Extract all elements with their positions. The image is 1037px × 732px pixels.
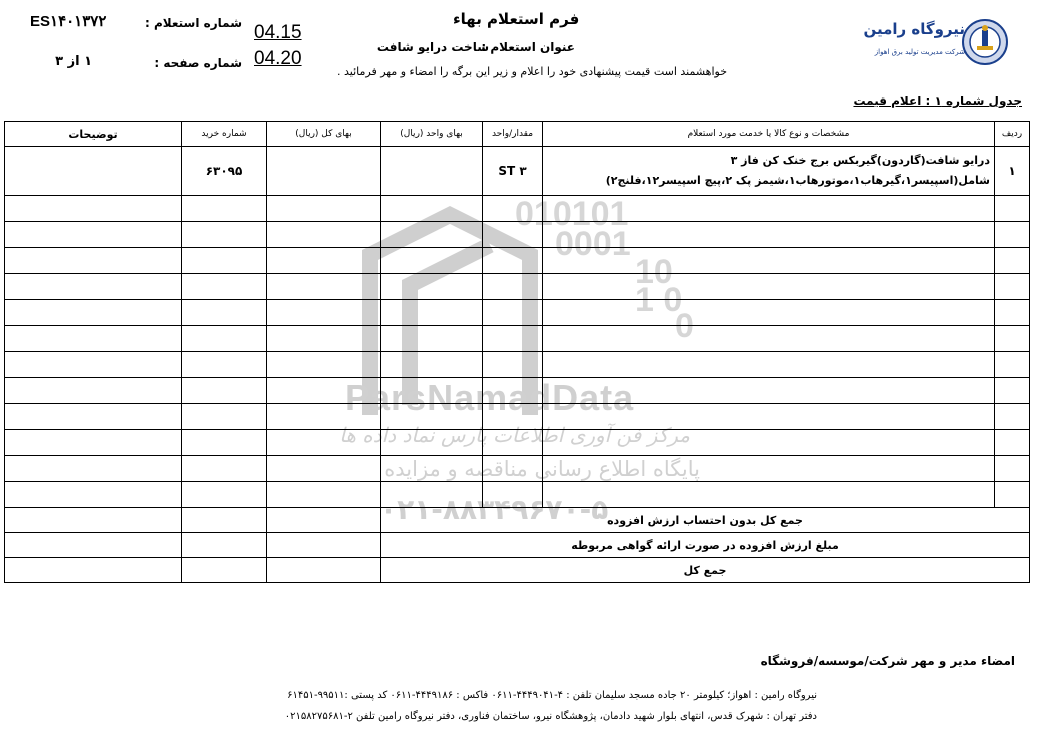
row-description-line-2: شامل(اسپیسر۱،گیرهاب۱،موتورهاب۱،شیمز پک ۲،پیچ اسپیسر۱۲،فلنج۲) [605,174,990,187]
empty-row [5,300,1030,326]
form-title: فرم استعلام بهاء [453,10,580,28]
column-header-quantity: مقدار/واحد [483,122,543,147]
empty-row [5,404,1030,430]
page-number-label: شماره صفحه : [154,56,242,70]
page-number-value: 04.20 [254,48,302,69]
column-header-description: مشخصات و نوع کالا یا خدمت مورد استعلام [543,122,995,147]
watermark-digits-2: 0001 [555,225,631,263]
row-purchase-number: ۶۳۰۹۵ [182,147,267,196]
table-title: جدول شماره ۱ : اعلام قیمت [853,94,1022,108]
summary-total-value [267,558,381,583]
row-description [543,147,995,196]
row-notes [5,147,182,196]
row-description-line-1: درایو شافت(گاردون)گیربکس برج خنک کن فاز ۳ [730,154,990,167]
table-header-row [5,122,1030,147]
empty-row [5,274,1030,300]
column-header-total-price: بهای کل (ریال) [267,122,381,147]
empty-row [5,326,1030,352]
summary-subtotal-label: جمع کل بدون احتساب ارزش افزوده [381,508,1030,533]
empty-row [5,456,1030,482]
table-row [5,147,1030,196]
empty-row [5,248,1030,274]
summary-vat-value [267,533,381,558]
column-header-index: ردیف [995,122,1030,147]
watermark-brand: ParsNamadData [345,377,635,418]
instruction-text: خواهشمند است قیمت پیشنهادی خود را اعلام و زیر این برگه را امضاء و مهر فرمائید . [336,65,727,78]
row-unit-price [381,147,483,196]
summary-subtotal-purchase [182,508,267,533]
watermark-digits-1: 010101 [515,195,629,233]
company-logo [863,16,1015,71]
watermark-line-1: مرکز فن آوری اطلاعات پارس نماد داده ها [339,423,690,447]
signature-label: امضاء مدیر و مهر شرکت/موسسه/فروشگاه [760,654,1015,668]
row-total-price [267,147,381,196]
inquiry-subject-label: عنوان استعلام : [481,40,575,54]
watermark-digits-5: 0 [675,307,694,345]
empty-row [5,430,1030,456]
price-table [4,121,1030,583]
page-count: ۱ از ۳ [55,54,92,69]
summary-vat-notes [5,533,182,558]
watermark-phone: ۰۲۱-۸۸۳۴۹۶۷۰-۵ [380,493,609,526]
empty-row [5,482,1030,508]
empty-row [5,196,1030,222]
summary-row-total [5,558,1030,583]
inquiry-number-value: 04.15 [254,22,302,43]
form-code: ES۱۴۰۱۳۷۲ [30,13,107,30]
summary-vat-label: مبلغ ارزش افزوده در صورت ارائه گواهی مربوطه [381,533,1030,558]
row-quantity: ۳ ST [483,147,543,196]
empty-row [5,378,1030,404]
summary-subtotal-value [267,508,381,533]
column-header-purchase-number: شماره خرید [182,122,267,147]
row-index: ۱ [995,147,1030,196]
logo-subtext: شرکت مدیریت تولید برق اهواز [874,48,965,56]
inquiry-number-label: شماره استعلام : [145,16,242,30]
watermark-digits-4: 1 0 [635,281,683,319]
summary-total-purchase [182,558,267,583]
inquiry-subject-value: ساخت درایو شافت [376,40,489,54]
column-header-unit-price: بهای واحد (ریال) [381,122,483,147]
empty-row [5,222,1030,248]
empty-row [5,352,1030,378]
summary-vat-purchase [182,533,267,558]
summary-total-notes [5,558,182,583]
summary-total-label: جمع کل [381,558,1030,583]
footer-address-2: دفتر تهران : شهرک قدس، انتهای بلوار شهید دادمان، پژوهشگاه نیرو، ساختمان فناوری، دفتر نیروگاه رامین تلفن ۲-۰۲۱۵۸۲۷۵۶۸۱ [284,711,817,722]
watermark-line-2: پایگاه اطلاع رسانی مناقصه و مزایده [384,457,700,481]
watermark-digits-3: 10 [635,253,673,291]
summary-row-subtotal [5,508,1030,533]
logo-text: نیروگاه رامین [863,20,965,38]
column-header-notes: توضیحات [5,122,182,147]
footer-address-1: نیروگاه رامین : اهواز؛ کیلومتر ۲۰ جاده مسجد سلیمان تلفن : ۴-۴۴۴۹۰۴۱-۰۶۱۱ فاکس : ۴۴۴۹۱۸۶-۰۶۱۱ کد پستی :۹۹۵۱۱-۶۱۴۵۱ [287,690,817,701]
summary-row-vat [5,533,1030,558]
summary-subtotal-notes [5,508,182,533]
